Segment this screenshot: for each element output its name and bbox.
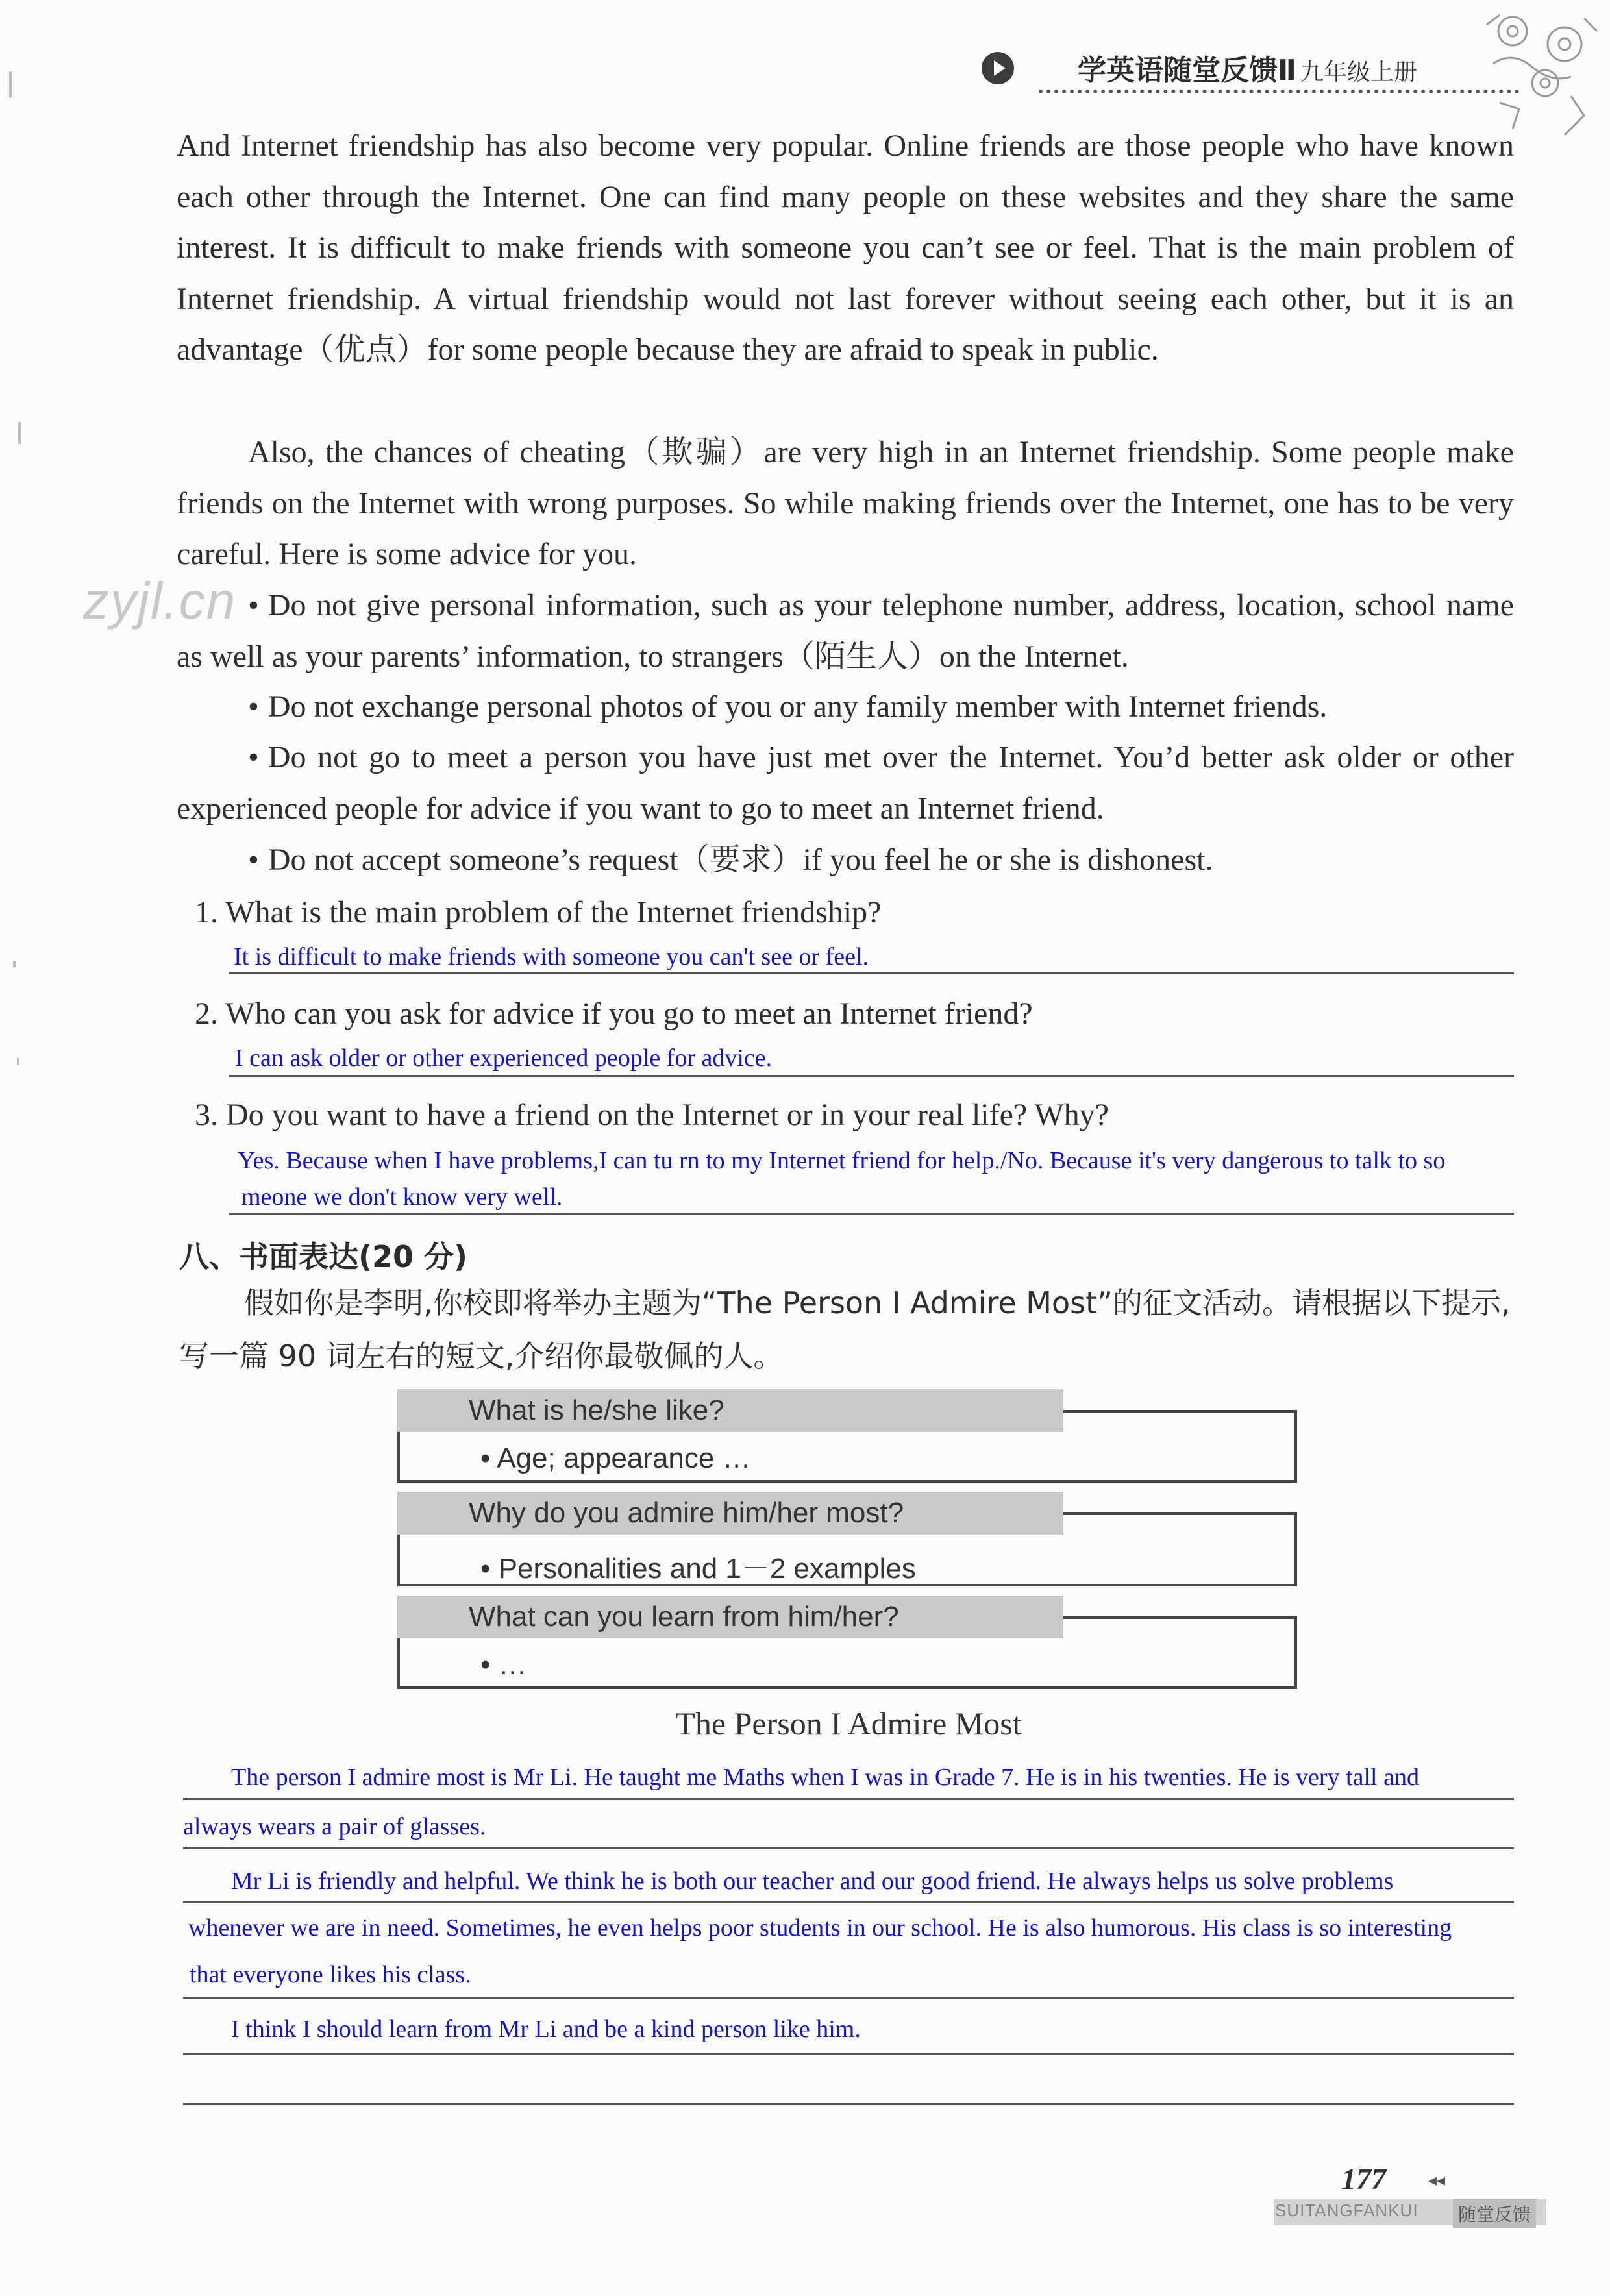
header-grade: 九年级上册 — [1300, 59, 1417, 86]
essay-rule-6 — [183, 2103, 1514, 2105]
outline-box-3-item: • … — [480, 1649, 527, 1681]
essay-line-3: Mr Li is friendly and helpful. We think he is both our teacher and our good friend. He always helps us solve problems — [231, 1868, 1394, 1895]
page-arrows-icon: ◂◂ — [1428, 2171, 1446, 2190]
essay-rule-4 — [183, 1997, 1514, 1999]
advice-bullet-3: • Do not go to meet a person you have just met over the Internet. You’d better ask older or other experienced people for advice if you want to go to meet an Internet friend. — [177, 732, 1514, 834]
outline-box-2-item: • Personalities and 1－2 examples — [480, 1553, 916, 1585]
section-title: 八、书面表达(20 分) — [179, 1239, 468, 1274]
scan-mark — [17, 1058, 19, 1065]
footer-brand-cn: 随堂反馈 — [1453, 2199, 1536, 2228]
essay-rule-5 — [183, 2053, 1514, 2055]
essay-line-2: always wears a pair of glasses. — [183, 1813, 486, 1840]
passage-paragraph-2: Also, the chances of cheating（欺骗）are very high in an Internet friendship. Some people make friends on the Internet with wrong purposes. So while making friends over the Internet, one has to be very careful. Here is some advice for you. — [177, 435, 1514, 571]
essay-line-1: The person I admire most is Mr Li. He taught me Maths when I was in Grade 7. He is in his twenties. He is very tall and — [231, 1764, 1419, 1791]
answer-3-line-1: Yes. Because when I have problems,I can tu rn to my Internet friend for help./No. Because it's very dangerous to talk to so — [238, 1147, 1446, 1174]
scan-mark — [13, 961, 16, 967]
answer-line-1 — [229, 972, 1514, 974]
header-title — [1078, 47, 1417, 88]
answer-1: It is difficult to make friends with someone you can't see or feel. — [234, 943, 869, 970]
answer-line-3 — [229, 1213, 1514, 1215]
scan-mark — [18, 422, 21, 444]
essay-title: The Person I Admire Most — [675, 1705, 1022, 1742]
essay-line-4: whenever we are in need. Sometimes, he even helps poor students in our school. He is also humorous. His class is so interesting — [188, 1914, 1452, 1942]
outline-box-3-title: What can you learn from him/her? — [397, 1596, 1063, 1638]
essay-rule-3 — [183, 1901, 1514, 1903]
outline-box-1-item: • Age; appearance … — [480, 1442, 751, 1474]
outline-box-2-title: Why do you admire him/her most? — [397, 1492, 1063, 1535]
passage-paragraph-1: And Internet friendship has also become very popular. Online friends are those people who have known each other through the Internet. One can find many people on these websites and they share the same interest. It is difficult to make friends with someone you can’t see or feel. That is the main problem of Internet friendship. A virtual friendship would not last forever without seeing each other, but it is an advantage（优点）for some people because they are afraid to speak in public. — [177, 129, 1514, 367]
essay-line-6: I think I should learn from Mr Li and be a kind person like him. — [231, 2016, 861, 2043]
advice-bullet-1: • Do not give personal information, such as your telephone number, address, location, school name as well as your parents’ information, to strangers（陌生人）on the Internet. — [177, 580, 1514, 682]
advice-bullet-4: • Do not accept someone’s request（要求）if you feel he or she is dishonest. — [177, 835, 1514, 886]
header-dotted-rule — [1039, 90, 1519, 93]
scan-mark — [9, 71, 12, 97]
question-3: 3. Do you want to have a friend on the Internet or in your real life? Why? — [195, 1098, 1109, 1132]
question-2: 2. Who can you ask for advice if you go to meet an Internet friend? — [195, 996, 1033, 1031]
answer-2: I can ask older or other experienced people for advice. — [235, 1044, 773, 1072]
essay-line-5: that everyone likes his class. — [190, 1961, 471, 1988]
header-title-text: 学英语随堂反馈Ⅱ — [1078, 54, 1296, 87]
essay-rule-1 — [183, 1798, 1514, 1800]
footer-brand-en: SUITANGFANKUI — [1275, 2201, 1418, 2220]
essay-rule-2 — [183, 1847, 1514, 1849]
watermark: zyjl.cn — [83, 572, 237, 630]
question-1: 1. What is the main problem of the Internet friendship? — [195, 895, 882, 930]
writing-instruction: 假如你是李明,你校即将举办主题为“The Person I Admire Most”的征文活动。请根据以下提示,写一篇 90 词左右的短文,介绍你最敬佩的人。 — [179, 1285, 1511, 1374]
outline-box-1-title: What is he/she like? — [397, 1389, 1063, 1432]
page-number: 177 — [1341, 2162, 1386, 2195]
answer-line-2 — [229, 1075, 1514, 1077]
answer-3-line-2: meone we don't know very well. — [242, 1183, 563, 1211]
play-icon — [982, 52, 1014, 84]
advice-bullet-2: • Do not exchange personal photos of you or any family member with Internet friends. — [177, 682, 1514, 733]
